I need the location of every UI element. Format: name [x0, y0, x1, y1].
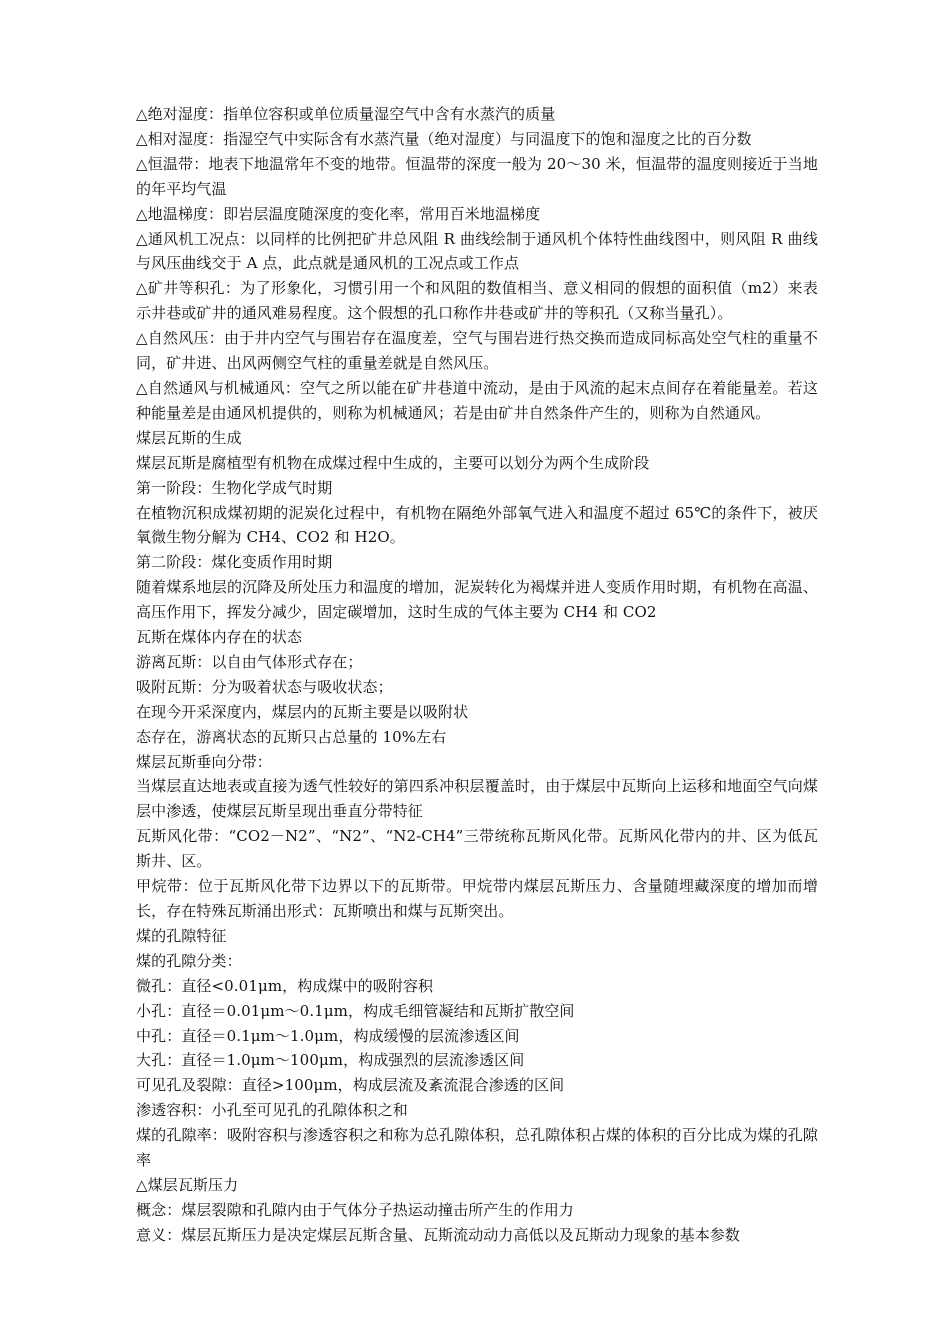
small-pore-text: 小孔：直径＝0.01μm～0.1μm，构成毛细管凝结和瓦斯扩散空间: [136, 1001, 575, 1020]
seepage-volume-text: 渗透容积：小孔至可见孔的孔隙体积之和: [136, 1101, 408, 1120]
gas-state-text-line1: 在现今开采深度内，煤层内的瓦斯主要是以吸附状: [136, 702, 469, 721]
definition-equivalent-orifice: △矿井等积孔：为了形象化，习惯引用一个和风阻的数值相当、意义相同的假想的面积值（m2）来表示井巷或矿井的通风难易程度。这个假想的孔口称作井巷或矿井的等积孔（又称当量孔）。: [136, 279, 818, 323]
vertical-zoning-text: 当煤层直达地表或直接为透气性较好的第四系冲积层覆盖时，由于煤层中瓦斯向上运移和地面空气向煤层中渗透，使煤层瓦斯呈现出垂直分带特征: [136, 777, 818, 821]
stage-one-text: 在植物沉积成煤初期的泥炭化过程中，有机物在隔绝外部氧气进入和温度不超过 65℃的条件下，被厌氧微生物分解为 CH4、CO2 和 H2O。: [136, 503, 818, 547]
weathering-zone-text: 瓦斯风化带：“CO2－N2”、“N2”、“N2-CH4”三带统称瓦斯风化带。瓦斯风化带内的井、区为低瓦斯井、区。: [136, 827, 818, 871]
definition-relative-humidity: △相对湿度：指湿空气中实际含有水蒸汽量（绝对湿度）与同温度下的饱和湿度之比的百分数: [136, 129, 752, 148]
section-heading-vertical-zoning: 煤层瓦斯垂向分带：: [136, 752, 272, 771]
definition-natural-ventilation-pressure: △自然风压：由于井内空气与围岩存在温度差，空气与围岩进行热交换而造成同标高处空气柱的重量不同，矿井进、出风两侧空气柱的重量差就是自然风压。: [136, 329, 818, 373]
gas-pressure-concept: 概念：煤层裂隙和孔隙内由于气体分子热运动撞击所产生的作用力: [136, 1200, 574, 1219]
medium-pore-text: 中孔：直径＝0.1μm～1.0μm，构成缓慢的层流渗透区间: [136, 1026, 520, 1045]
pore-classification-heading: 煤的孔隙分类：: [136, 951, 242, 970]
stage-two-heading: 第二阶段：煤化变质作用时期: [136, 553, 333, 572]
definition-absolute-humidity: △绝对湿度：指单位容积或单位质量湿空气中含有水蒸汽的质量: [136, 105, 556, 123]
gas-pressure-significance: 意义：煤层瓦斯压力是决定煤层瓦斯含量、瓦斯流动动力高低以及瓦斯动力现象的基本参数: [136, 1225, 741, 1244]
stage-two-text: 随着煤系地层的沉降及所处压力和温度的增加，泥炭转化为褐煤并进人变质作用时期，有机物在高温、高压作用下，挥发分减少，固定碳增加，这时生成的气体主要为 CH4 和 CO2: [136, 578, 818, 622]
section-heading-pore-features: 煤的孔隙特征: [136, 926, 227, 945]
definition-natural-mechanical-ventilation: △自然通风与机械通风：空气之所以能在矿井巷道中流动，是由于风流的起末点间存在着能量差。若这种能量差是由通风机提供的，则称为机械通风；若是由矿井自然条件产生的，则称为自然通风。: [136, 378, 818, 422]
gas-state-text-line2: 态存在，游离状态的瓦斯只占总量的 10%左右: [136, 727, 447, 746]
section-heading-gas-generation: 煤层瓦斯的生成: [136, 428, 242, 447]
visible-pore-text: 可见孔及裂隙：直径>100μm，构成层流及紊流混合渗透的区间: [136, 1076, 565, 1095]
document-page: [136, 102, 818, 1248]
definition-constant-temperature-zone: △恒温带：地表下地温常年不变的地带。恒温带的深度一般为 20～30 米，恒温带的温度则接近于当地的年平均气温: [136, 154, 818, 198]
definition-geothermal-gradient: △地温梯度：即岩层温度随深度的变化率，常用百米地温梯度: [136, 204, 541, 223]
definition-fan-operating-point: △通风机工况点：以同样的比例把矿井总风阻 R 曲线绘制于通风机个体特性曲线图中，则风阻 R 曲线与风压曲线交于 A 点，此点就是通风机的工况点或工作点: [136, 229, 818, 273]
gas-generation-intro: 煤层瓦斯是腐植型有机物在成煤过程中生成的，主要可以划分为两个生成阶段: [136, 453, 650, 472]
methane-zone-text: 甲烷带：位于瓦斯风化带下边界以下的瓦斯带。甲烷带内煤层瓦斯压力、含量随埋藏深度的增加而增长，存在特殊瓦斯涌出形式：瓦斯喷出和煤与瓦斯突出。: [136, 877, 818, 920]
stage-one-heading: 第一阶段：生物化学成气时期: [136, 478, 333, 497]
adsorbed-gas-text: 吸附瓦斯：分为吸着状态与吸收状态；: [136, 677, 393, 696]
large-pore-text: 大孔：直径＝1.0μm～100μm，构成强烈的层流渗透区间: [136, 1051, 525, 1070]
micropore-text: 微孔：直径<0.01μm，构成煤中的吸附容积: [136, 976, 434, 995]
free-gas-text: 游离瓦斯：以自由气体形式存在；: [136, 652, 363, 671]
porosity-text: 煤的孔隙率：吸附容积与渗透容积之和称为总孔隙体积，总孔隙体积占煤的体积的百分比成为煤的孔隙率: [136, 1126, 818, 1170]
section-heading-gas-state: 瓦斯在煤体内存在的状态: [136, 628, 303, 647]
section-heading-gas-pressure: △煤层瓦斯压力: [136, 1175, 239, 1194]
